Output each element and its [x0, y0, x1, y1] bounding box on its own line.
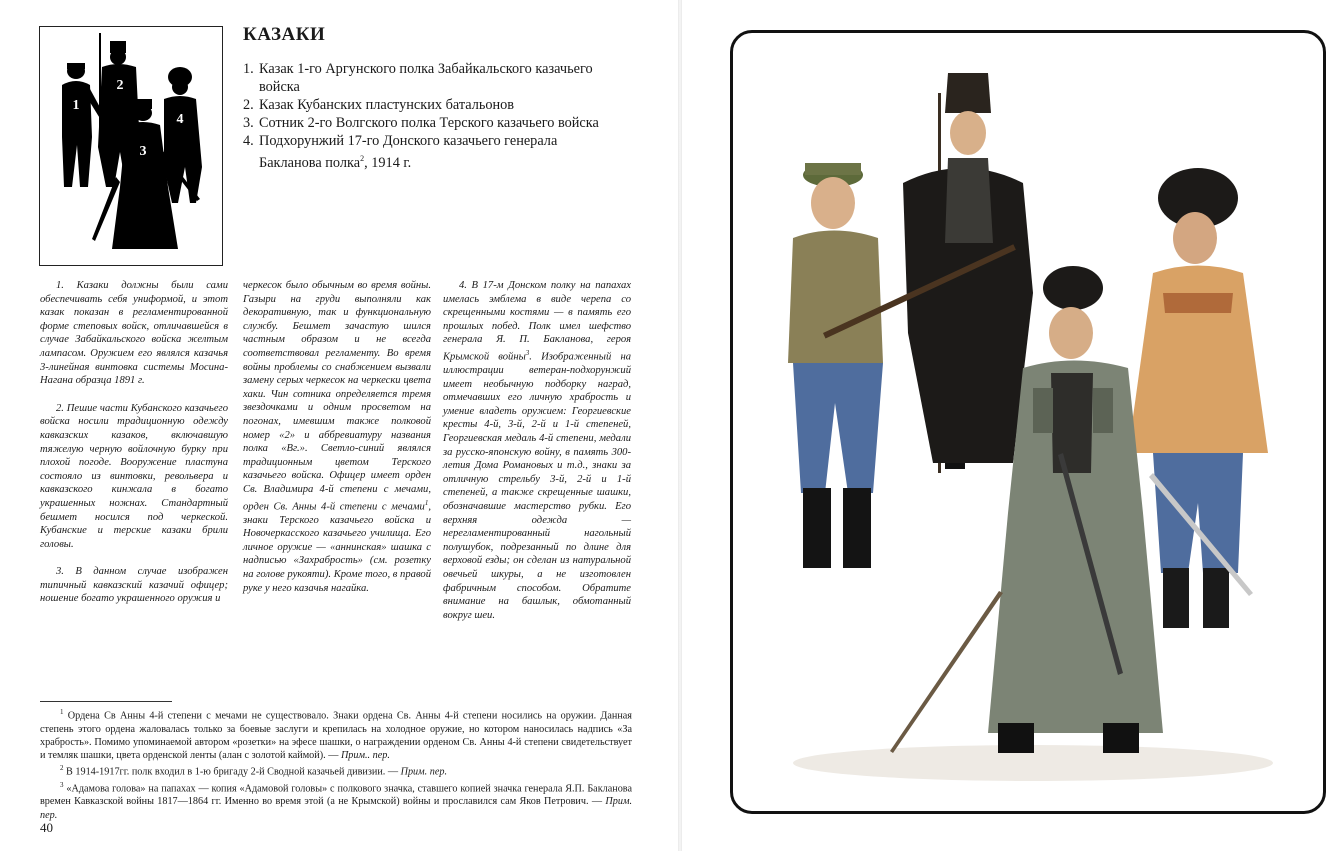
footnote-ref: 2 — [360, 154, 365, 163]
legend-item — [243, 60, 623, 96]
legend-number: 2. — [243, 97, 254, 113]
silhouette-label-3: 3 — [139, 144, 147, 159]
footnote-ref: 1 — [424, 498, 429, 507]
silhouette-drawing — [40, 27, 222, 265]
body-paragraph: черкесок было обычным во время войны. Газыри на груди выполняли как декоративную, так и функциональную службу. Бешмет зачастую шился частным образом и не всегда соответствовал регламенту. Во время войны проблемы со снабжением вызвали замену серых черкесок на черкески цвета хаки. Чин сотника определяется тремя звездочками и одним просветом на погонах, имевшим также полковой номер «2» и аббревиатуру названия полка «Вг.». Светло-синий являлся традиционным цветом Терского казачьего войска. Офицер имеет орден Св. Владимира 4-й степени с мечами, орден Св. Анны 4-й степени с мечами$^1$, знаки Терского казачьего войска и Новочеркасского казачьего училища. Его личное оружие — «аннинская» шашка с надписью «Захрабрость» (см. розетку на голове рукояти). Кроме того, в правой руке у него казачья нагайка. — [243, 280, 431, 594]
figure-2-plastun — [903, 73, 1033, 473]
legend-item — [243, 96, 623, 114]
silhouette-label-4: 4 — [176, 112, 184, 127]
legend-item — [243, 114, 623, 132]
footnote-1: $^1$ Ордена Св Анны 4-й степени с мечами не существовало. Знаки ордена Св. Анны 4-й степени носились на оружии. Данная степень этого ордена жаловалась только за боевые заслуги и крепилась на холодное оружие, но котором наносилась надпись «За храбрость». Помимо упоминаемой автором «розетки» на эфесе шашки, о награждении орденом Св. Анны 4-й степени свидетельствует и темляк шашки, цвета орденской ленты (алан с золотой каймой). — Прим.. пер. — [40, 708, 632, 761]
legend-number: 1. — [243, 61, 254, 77]
figure-4-don-cossack — [1128, 168, 1268, 628]
text-column-2 — [243, 279, 431, 609]
body-paragraph: 2. Пешие части Кубанского казачьего войска носили традиционную одежду кавказских казаков, включавшую тяжелую черную войлочную бурку при плохой погоде. Вооружение пластуна состояло из винтовки, револьвера и кавказского кинжала в богато украшенных ножнах. Стандартный бешмет носился под черкеской. Кубанские и терские казаки брили головы. — [40, 402, 228, 550]
body-paragraph: 4. В 17-м Донском полку на папахах имелась эмблема в виде черепа со скрещенными костями — в память его прошлых побед. Полк имел шефство генерала Я. П. Бакланова, героя Крымской войны$^3$. Изображенный на иллюстрации ветеран-подхорунжий имеет необычную подборку наград, отмечавших его личную храбрость и умение владеть оружием: Георгиевские кресты 4-й, 3-й, 2-й и 1-й степеней, Георгиевская медаль 4-й степени, медали за русско-японскую войну, в память 300-летия Дома Романовых и т.д., знаки за отличную стрельбу 3-й, 2-й и 1-й степеней, а также скрещенные шашки, обозначавшие мастерство рубки. Его верхняя одежда — нерегламентированный нагольный полушубок, подрезанный по длине для верховой езды; он сделан из натуральной овечьей шкуры, а не изготовлен фабричным способом. Обратите внимание на башлык, обмотанный вокруг шеи. — [443, 280, 631, 621]
figure-legend — [243, 60, 623, 172]
footnote-2: $^2$ В 1914-1917гг. полк входил в 1-ю бригаду 2-й Сводной казачьей дивизии. — Прим. пер. — [60, 764, 448, 778]
legend-text: Казак Кубанских пластунских батальонов — [259, 97, 515, 113]
silhouette-label-2: 2 — [116, 78, 124, 93]
page-title: КАЗАКИ — [243, 24, 326, 45]
footnotes — [40, 706, 632, 822]
silhouette-label-1: 1 — [72, 98, 80, 113]
legend-text: Казак 1-го Аргунского полка Забайкальского казачьего войска — [259, 61, 593, 95]
legend-text: Сотник 2-го Волгского полка Терского казачьего войска — [259, 115, 599, 131]
body-paragraph: 3. В данном случае изображен типичный кавказский казачий офицер; ношение богато украшенного оружия и — [40, 566, 228, 605]
cossack-illustration — [733, 33, 1323, 811]
legend-text: Подхорунжий 17-го Донского казачьего генерала Бакланова полка$^2$, 1914 г. — [259, 133, 558, 171]
illustration-plate — [730, 30, 1326, 814]
legend-item — [243, 132, 623, 172]
legend-number: 3. — [243, 115, 254, 131]
legend-number: 4. — [243, 133, 254, 149]
body-paragraph: 1. Казаки должны были сами обеспечивать себя униформой, и этот казак показан в регламентированной форме степовых войск, отличавшейся в случае Забайкальского войска желтым лампасом. Оружием его являлся казачья 3-линейная винтовка системы Мосина-Нагана образца 1891 г. — [40, 280, 228, 387]
page-number: 40 — [40, 820, 53, 835]
silhouette-key-figure — [39, 26, 223, 266]
footnote-3: $^3$ «Адамова голова» на папахах — копия «Адамовой головы» с полкового значка, ставшего копией значка генерала Я.П. Бакланова времен Кавказской войны 1817—1864 гг. Именно во время этой (а не Крымской) войны и прославился сам Яков Петрович. — Прим. пер. — [40, 780, 633, 821]
footnote-divider — [40, 701, 172, 702]
text-column-1 — [40, 279, 228, 620]
footnote-ref: 3 — [525, 348, 530, 357]
text-column-3 — [443, 279, 631, 636]
